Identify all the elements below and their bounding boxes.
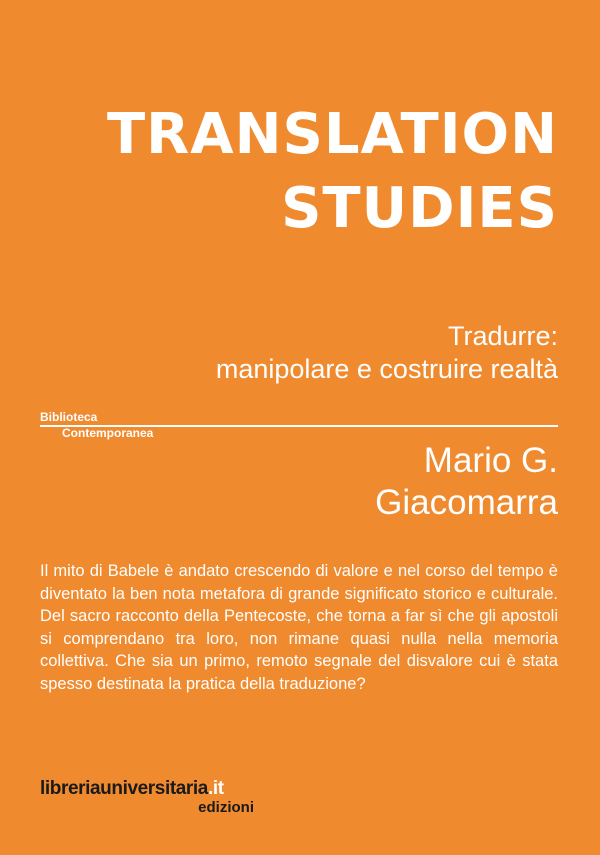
series-label — [40, 410, 558, 438]
publisher-logo — [40, 778, 290, 816]
title-line-2: STUDIES — [281, 176, 558, 241]
publisher-brand — [40, 778, 290, 800]
publisher-imprint: edizioni — [198, 799, 254, 816]
publisher-name: libreriauniversitaria — [40, 778, 208, 799]
author-line-1: Mario G. — [423, 441, 558, 480]
book-subtitle — [216, 320, 558, 386]
subtitle-line-2: manipolare e costruire realtà — [215, 354, 558, 384]
author-line-2: Giacomarra — [375, 483, 558, 522]
subtitle-line-1: Tradurre: — [447, 321, 558, 351]
cover-blurb: Il mito di Babele è andato crescendo di valore e nel corso del tempo è diventato la ben nota metafora di grande significato storico e culturale. Del sacro racconto della Pentecoste, che torna a far sì che gli apostoli si comprendano tra loro, non rimane quasi nulla nella memoria collettiva. Che sia un primo, remoto segnale del disvalore cui è stata spesso destinata la pratica della traduzione? — [40, 562, 558, 693]
title-line-1: TRANSLATION — [106, 102, 558, 167]
book-author — [375, 440, 558, 524]
series-word-1: Biblioteca — [40, 410, 98, 424]
book-title — [107, 98, 558, 246]
series-word-2: Contemporanea — [62, 426, 154, 440]
publisher-tld: .it — [207, 778, 224, 799]
